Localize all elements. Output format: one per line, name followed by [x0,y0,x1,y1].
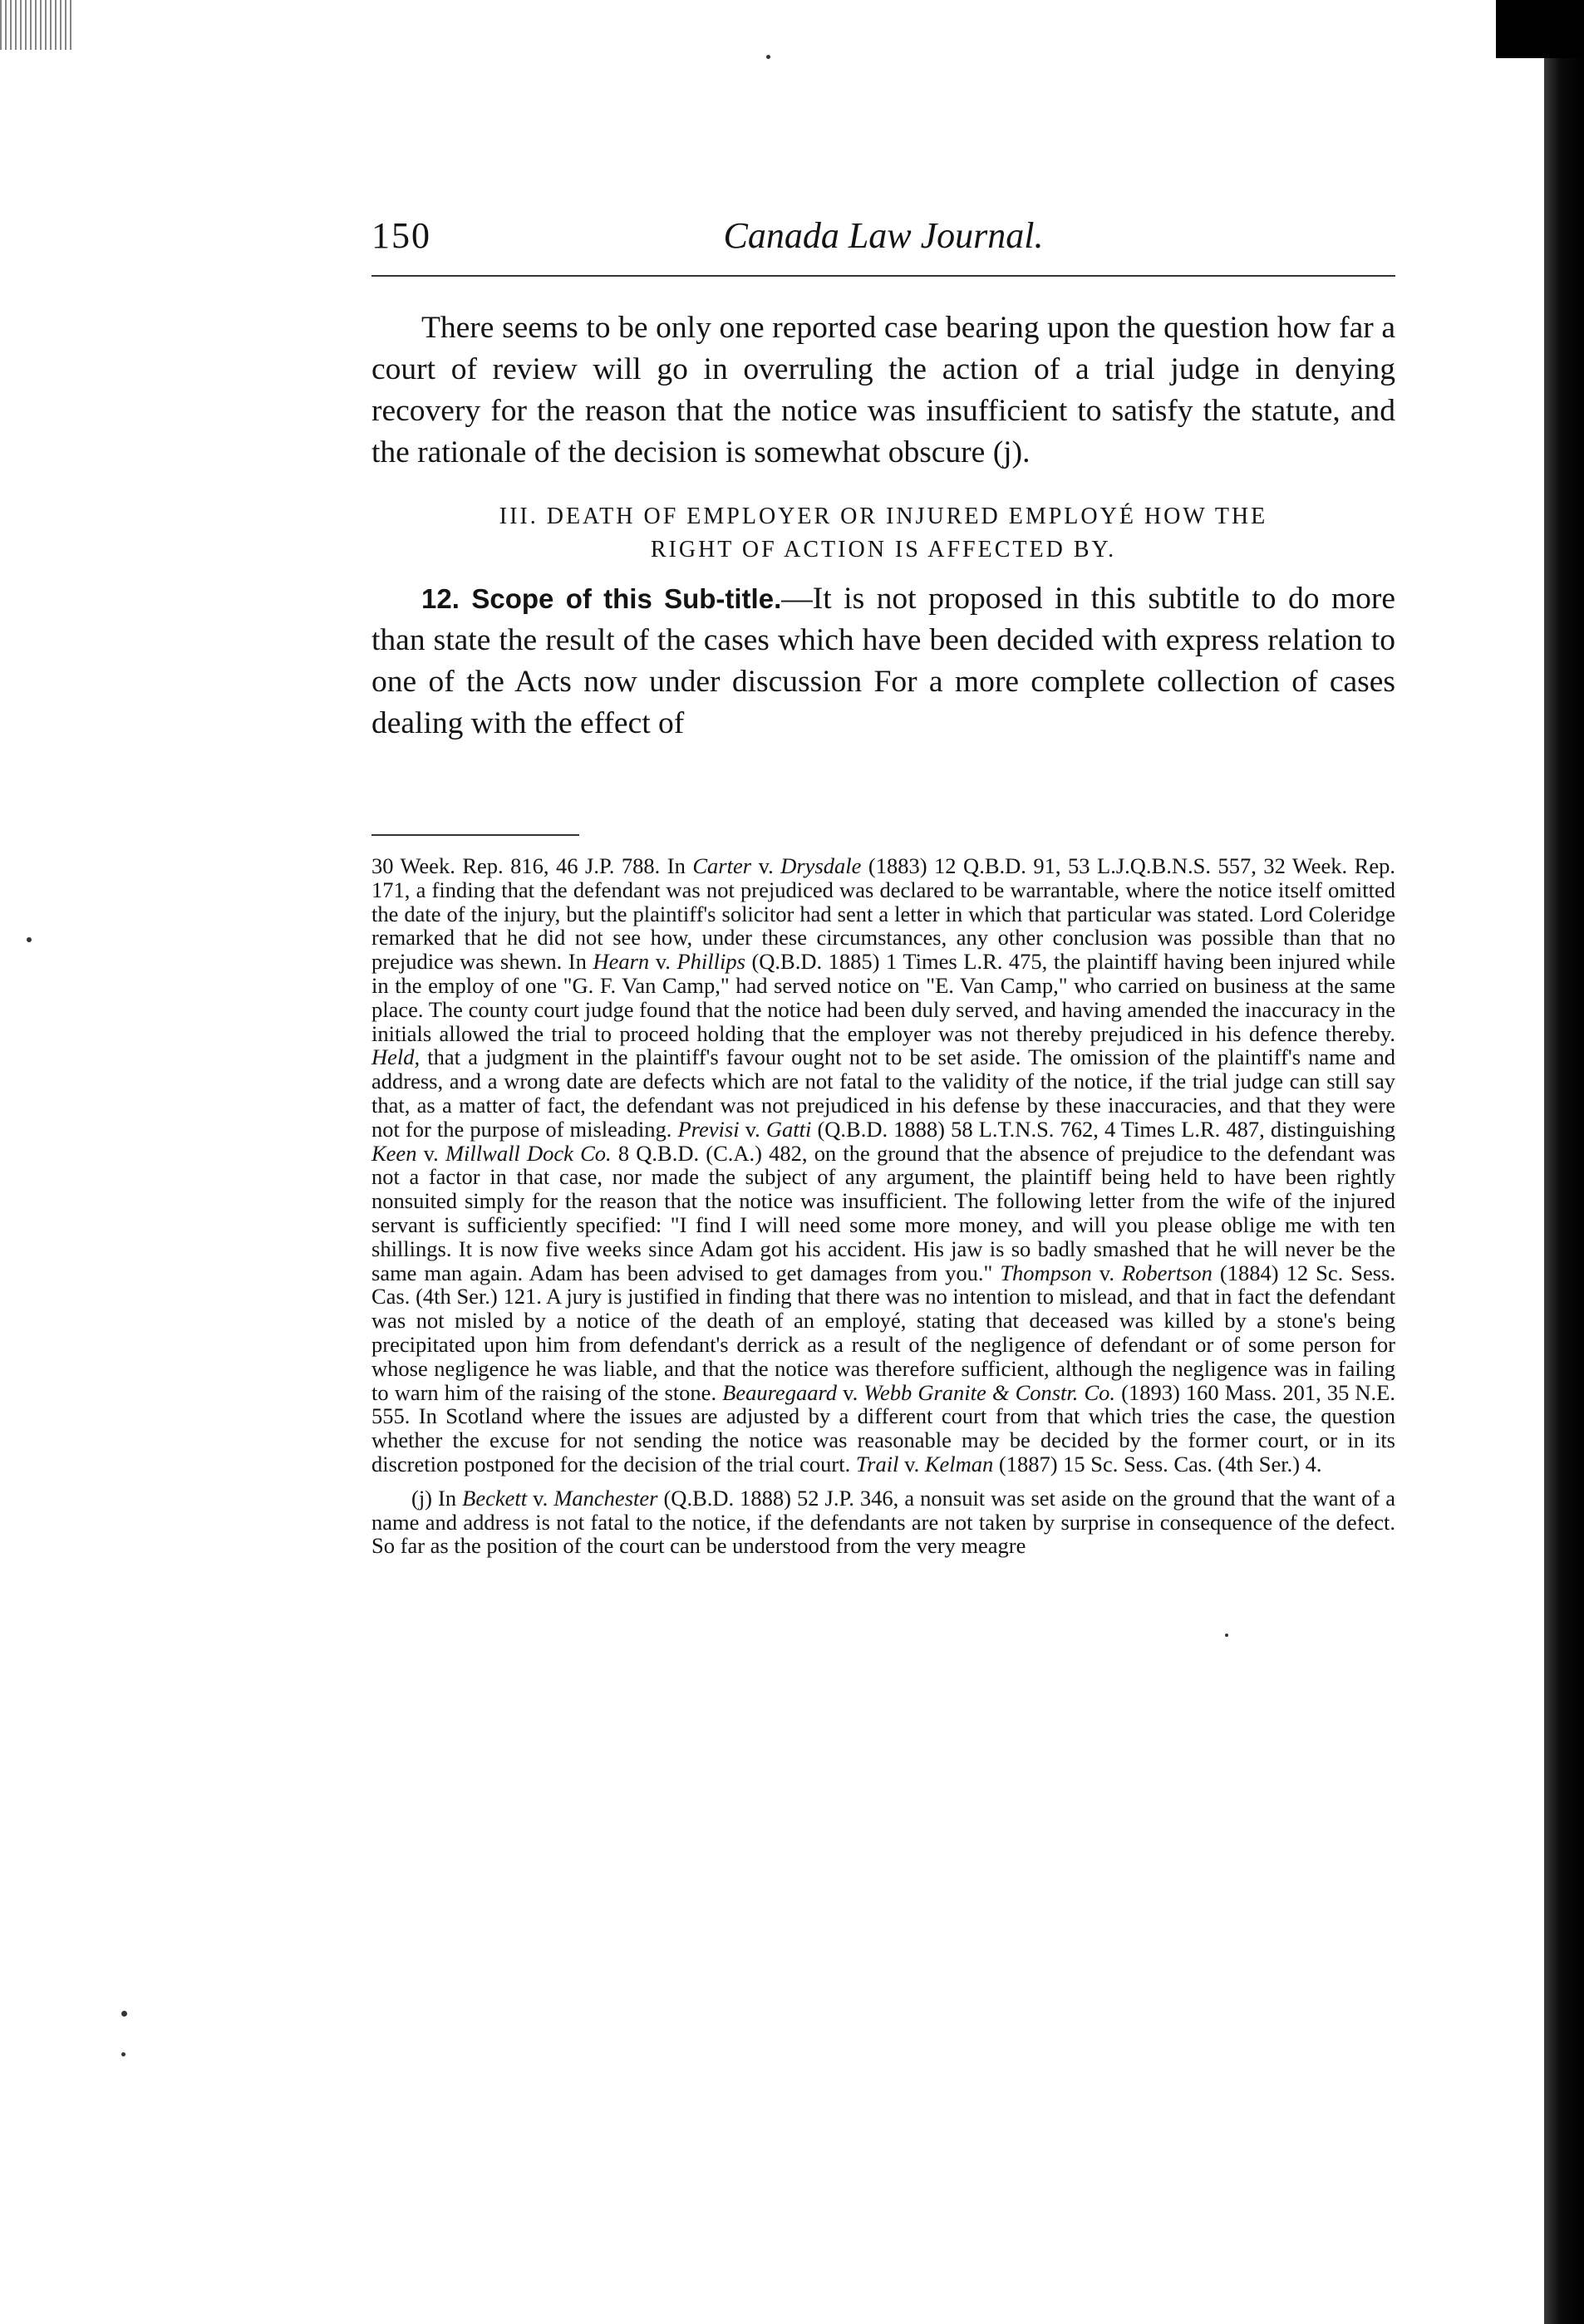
scan-speck [121,2052,125,2056]
case-party: Phillips [676,949,745,975]
scan-specks [0,0,75,50]
running-header [371,214,1395,264]
scan-speck [1225,1634,1228,1637]
case-party: Webb Granite & Constr. Co. [863,1379,1116,1405]
main-text [371,307,1395,744]
case-party: Previsi [677,1116,740,1142]
case-party: Kelman [924,1451,994,1476]
case-party: Hearn [593,949,650,975]
footnote-j [371,1486,1395,1558]
case-party: Keen [371,1140,417,1166]
subsection-title: Scope of this Sub-title. [471,583,782,614]
section-heading-line: RIGHT OF ACTION IS AFFECTED BY. [650,537,1117,563]
footnotes [371,854,1395,1558]
section-heading-line: III. DEATH OF EMPLOYER OR INJURED EMPLOYÉ HOW THE [499,504,1268,529]
footnote-text: v. [527,1485,554,1511]
footnote-text: 8 Q.B.D. (C.A.) 482, on the ground that the absence of prejudice to the defendant was not a factor in that case, nor made the subject of any argument, the plaintiff being held to have been rightly nonsuited simply for the reason that the notice was insufficient. The following letter from the wife of the injured servant is sufficiently specified: "I find I will need some more money, and will you please oblige me with ten shillings. It is now five weeks since Adam got his accident. His jaw is so badly smashed that he will never be the same man again. Adam has been advised to get damages from you." [371,1140,1396,1285]
page-number: 150 [371,215,431,256]
case-party: Manchester [553,1485,658,1511]
footnote-text: (j) In [411,1485,463,1511]
scan-speck [766,55,770,59]
footnote-text: v. [739,1116,766,1142]
scan-speck [121,2011,127,2017]
case-party: Gatti [765,1116,812,1142]
header-rule [371,275,1395,277]
footnote-text: (Q.B.D. 1885) 1 Times L.R. 475, the plaintiff having been injured while in the employ of one "G. F. Van Camp," had served notice on "E. Van Camp," who carried on business at the same place. The county court judge found that the notice had been duly served, and having amended the inaccuracy in the initials allowed the trial to proceed holding that the employer was not thereby prejudiced in his defence thereby. [371,949,1395,1046]
footnote-text: (Q.B.D. 1888) 58 L.T.N.S. 762, 4 Times L.R. 487, distinguishing [811,1116,1396,1142]
case-party: Drysdale [780,853,862,878]
case-party: Millwall Dock Co. [445,1140,612,1166]
footnote-text: v. [416,1140,445,1166]
footnote-text: 30 Week. Rep. 816, 46 J.P. 788. In [371,853,693,878]
case-party: Robertson [1121,1260,1213,1285]
paragraph [371,578,1395,744]
case-party: Beauregaard [722,1379,838,1405]
footnote-text: (1893) 160 Mass. 201, 35 N.E. 555. In Scotland where the issues are adjusted by a different court from that which tries the case, the question whether the excuse for not sending the notice was reasonable may be decided by the former court, or in its discretion postponed for the decision of the trial court. [371,1379,1395,1476]
case-party: Trail [855,1451,899,1476]
footnote-text: (1884) 12 Sc. Sess. Cas. (4th Ser.) 121. A jury is justified in finding that there was no intention to mislead, and that in fact the defendant was not misled by a notice of the death of an employé, stating that deceased was killed by a stone's being precipitated upon him from defendant's derrick as a result of the negligence of defendant or of some person for whose negligence he was liable, and that the notice was therefore sufficient, although the negligence was in failing to warn him of the raising of the stone. [371,1260,1396,1405]
scan-speck [27,937,32,942]
journal-title: Canada Law Journal. [723,215,1044,256]
footnote-text: v. [649,949,677,975]
held-label: Held, [371,1044,421,1070]
footnote-text: v. [898,1451,925,1476]
case-party: Thompson [1000,1260,1092,1285]
footnote-text: (Q.B.D. 1888) 52 J.P. 346, a nonsuit was set aside on the ground that the want of a name and address is not fatal to the notice, if the defendants are not taken by surprise in consequence of the defect. So far as the position of the court can be understood from the very meagre [371,1485,1395,1559]
footnote-text: that a judgment in the plaintiff's favour ought not to be set aside. The omission of the plaintiff's name and address, and a wrong date are defects which are not fatal to the validity of the notice, if the trial judge can still say that, as a matter of fact, the defendant was not prejudiced in his defense by these inaccuracies, and that they were not for the purpose of misleading. [371,1044,1395,1142]
case-party: Carter [692,853,752,878]
section-heading [371,500,1395,567]
footnote-text: (1887) 15 Sc. Sess. Cas. (4th Ser.) 4. [993,1451,1322,1476]
subsection-number: 12. [421,583,460,614]
case-party: Beckett [462,1485,528,1511]
footnote-rule [371,834,579,836]
footnote-text: v. [751,853,781,878]
paragraph: There seems to be only one reported case bearing upon the question how far a court of review will go in overruling the action of a trial judge in denying recovery for the reason that the notice was insufficient to satisfy the statute, and the rationale of the decision is somewhat obscure (j). [371,311,1395,469]
footnote-text: v. [837,1379,864,1405]
footnote-text: v. [1091,1260,1122,1285]
footnote-text: (1883) 12 Q.B.D. 91, 53 L.J.Q.B.N.S. 557, 32 Week. Rep. 171, a finding that the defendant was not prejudiced was declared to be warrantable, where the notice itself omitted the date of the injury, but the plaintiff's solicitor had sent a letter in which that particular was stated. Lord Coleridge remarked that he did not see how, under these circumstances, any other conclusion was possible than that no prejudice was shewn. In [371,853,1395,975]
scan-edge-right [1544,0,1584,2324]
scan-edge-top [1496,0,1584,58]
footnote-continued [371,854,1395,1476]
paragraph-text: —It is not proposed in this subtitle to do more than state the result of the cases which have been decided with express relation to one of the Acts now under discussion For a more complete collection of cases dealing with the effect of [371,582,1396,740]
